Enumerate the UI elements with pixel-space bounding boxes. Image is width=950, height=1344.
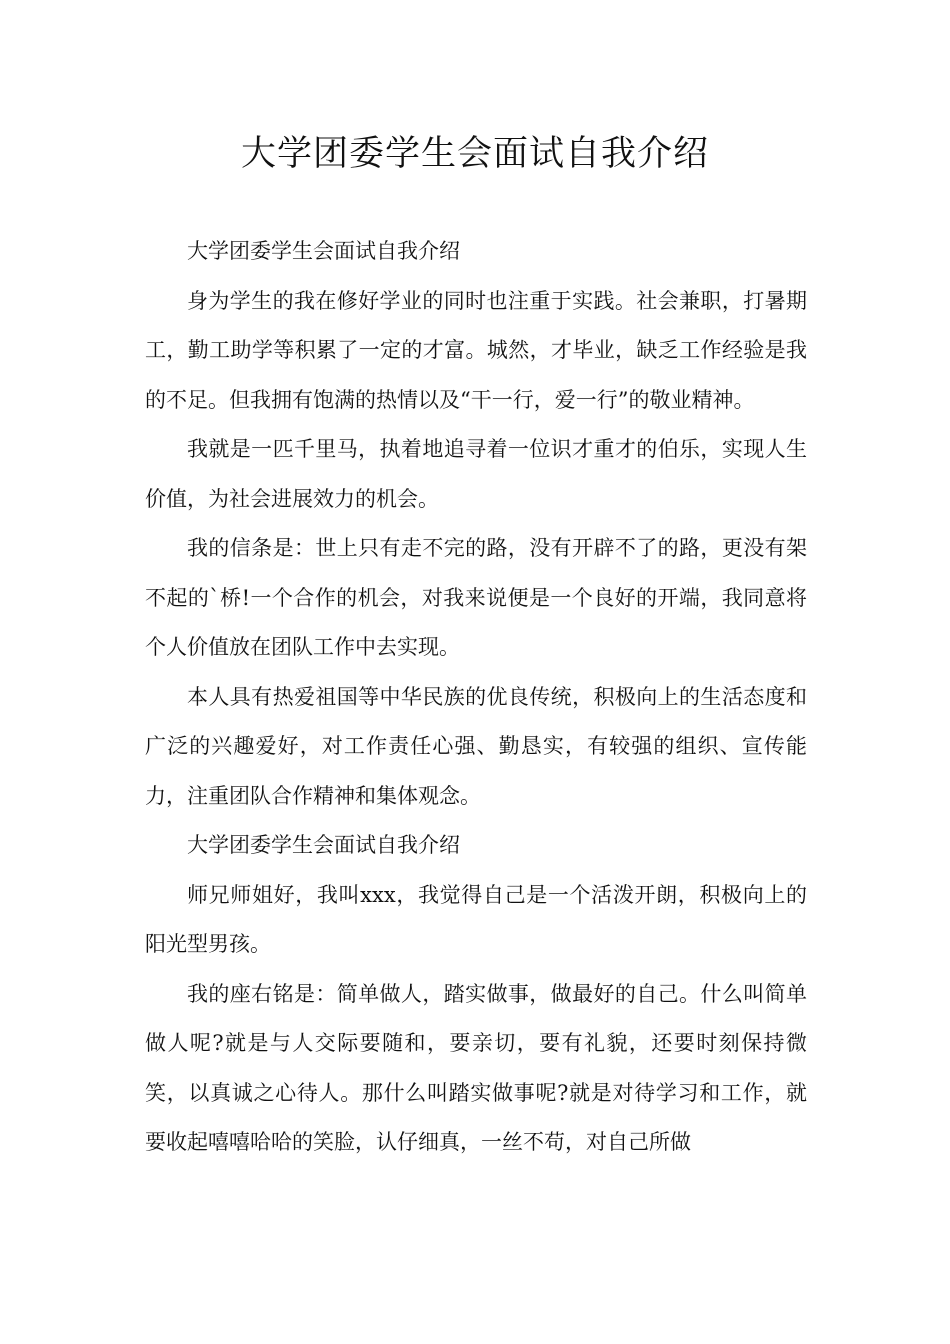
document-body xyxy=(145,227,807,1168)
paragraph-creed: 我的信条是：世上只有走不完的路，没有开辟不了的路，更没有架不起的`桥!一个合作的机会，对我来说便是一个良好的开端，我同意将个人价值放在团队工作中去实现。 xyxy=(145,536,807,659)
paragraph-horse: 我就是一匹千里马，执着地追寻着一位识才重才的伯乐，实现人生价值，为社会进展效力的机会。 xyxy=(145,437,807,511)
paragraph-subtitle-1: 大学团委学生会面试自我介绍 xyxy=(187,239,460,263)
paragraph-qualities: 本人具有热爱祖国等中华民族的优良传统，积极向上的生活态度和广泛的兴趣爱好，对工作责任心强、勤恳实，有较强的组织、宣传能力，注重团队合作精神和集体观念。 xyxy=(145,684,807,808)
paragraph-subtitle-2: 大学团委学生会面试自我介绍 xyxy=(187,833,460,857)
document-title: 大学团委学生会面试自我介绍 xyxy=(240,134,709,174)
paragraph-motto: 我的座右铭是：简单做人，踏实做事，做最好的自己。什么叫简单做人呢?就是与人交际要随和，要亲切，要有礼貌，还要时刻保持微笑，以真诚之心待人。那什么叫踏实做事呢?就是对待学习和工作，就要收起嘻嘻哈哈的笑脸，认仔细真，一丝不苟，对自己所做 xyxy=(145,981,807,1154)
paragraph-practice: 身为学生的我在修好学业的同时也注重于实践。社会兼职，打暑期工，勤工助学等积累了一定的才富。城然，才毕业，缺乏工作经验是我的不足。但我拥有饱满的热情以及“干一行，爱一行”的敬业精神。 xyxy=(145,288,807,412)
paragraph-greeting: 师兄师姐好，我叫xxx，我觉得自己是一个活泼开朗，积极向上的阳光型男孩。 xyxy=(145,882,807,956)
